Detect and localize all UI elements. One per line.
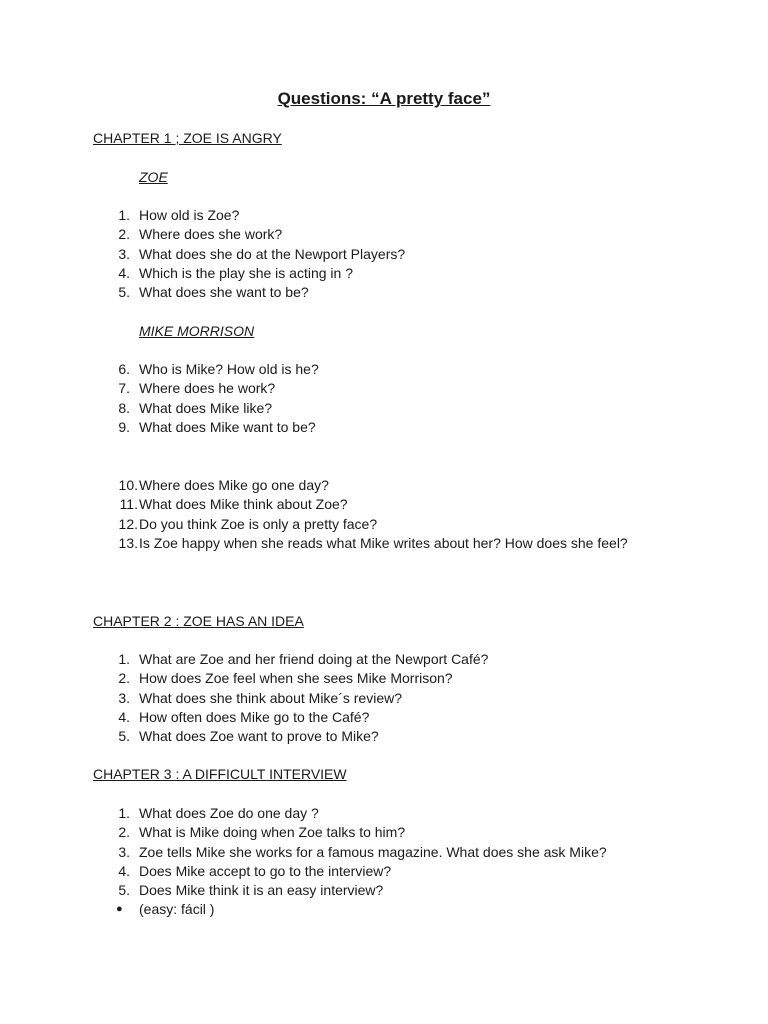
mike-question-list: [0, 360, 768, 437]
list-item: [0, 360, 768, 379]
list-item: [0, 534, 768, 573]
list-item: [0, 727, 768, 746]
question-number: 3.: [118, 245, 130, 262]
question-number: 11.: [119, 496, 138, 513]
list-item: [0, 379, 768, 398]
question-text: What does Zoe want to prove to Mike?: [139, 728, 379, 745]
question-number: 7.: [118, 380, 130, 397]
list-item: [0, 515, 768, 534]
question-text: Does Mike accept to go to the interview?: [139, 862, 392, 879]
question-text: Does Mike think it is an easy interview?: [139, 882, 384, 899]
question-number: 2.: [118, 824, 130, 841]
list-item: [0, 862, 768, 881]
question-text: Zoe tells Mike she works for a famous magazine. What does she ask Mike?: [139, 843, 607, 860]
question-text: What does Mike think about Zoe?: [139, 496, 348, 513]
question-number: 5.: [118, 728, 130, 745]
question-number: 6.: [118, 361, 130, 377]
question-text: Do you think Zoe is only a pretty face?: [139, 515, 378, 532]
question-number: 4.: [118, 264, 130, 281]
question-number: 3.: [118, 843, 130, 860]
chapter-3-heading: CHAPTER 3 : A DIFFICULT INTERVIEW: [93, 766, 347, 782]
chapter-1-heading: CHAPTER 1 ; ZOE IS ANGRY: [93, 130, 282, 146]
list-item: [0, 264, 768, 283]
list-item: [0, 708, 768, 727]
list-item: [0, 900, 768, 919]
list-item: [0, 476, 768, 495]
list-item: [0, 669, 768, 688]
question-number: 5.: [118, 882, 130, 899]
list-item: [0, 399, 768, 418]
list-item: [0, 689, 768, 708]
list-item: [0, 245, 768, 264]
question-number: 1.: [118, 805, 130, 821]
question-number: 1.: [118, 651, 130, 667]
general-question-list: [0, 476, 768, 572]
zoe-question-list: [0, 206, 768, 302]
question-number: 3.: [118, 689, 130, 706]
note-text: (easy: fácil ): [139, 901, 215, 918]
list-item: [0, 823, 768, 842]
list-item: [0, 206, 768, 225]
question-text: How old is Zoe?: [139, 207, 240, 223]
question-number: 9.: [118, 418, 130, 435]
question-number: 4.: [118, 708, 130, 725]
question-number: 10.: [118, 477, 138, 493]
question-text: What does she think about Mike´s review?: [139, 689, 403, 706]
list-item: [0, 843, 768, 862]
list-item: [0, 283, 768, 302]
bullet-icon: ●: [116, 903, 123, 916]
list-item: [0, 225, 768, 244]
question-text: Where does she work?: [139, 226, 283, 243]
chapter-2-question-list: [0, 650, 768, 746]
question-text: What is Mike doing when Zoe talks to him?: [139, 824, 406, 841]
question-number: 2.: [118, 226, 130, 243]
question-number: 1.: [118, 207, 130, 223]
mike-morrison-subheading: MIKE MORRISON: [139, 323, 255, 339]
list-item: [0, 650, 768, 669]
question-number: 13.: [118, 534, 138, 551]
question-text: What are Zoe and her friend doing at the Newport Café?: [139, 651, 489, 667]
question-text: Where does Mike go one day?: [139, 477, 329, 493]
question-number: 5.: [118, 284, 130, 301]
list-item: [0, 804, 768, 823]
question-number: 8.: [118, 399, 130, 416]
chapter-2-heading: CHAPTER 2 : ZOE HAS AN IDEA: [93, 613, 304, 629]
question-number: 4.: [118, 862, 130, 879]
question-number: 12.: [118, 515, 138, 532]
question-number: 2.: [118, 670, 130, 687]
list-item: [0, 881, 768, 900]
page-title: Questions: “A pretty face”: [277, 89, 491, 108]
question-text: Who is Mike? How old is he?: [139, 361, 319, 377]
question-text: What does she want to be?: [139, 284, 309, 301]
question-text: What does she do at the Newport Players?: [139, 245, 406, 262]
zoe-subheading: ZOE: [139, 169, 168, 185]
question-text: How often does Mike go to the Café?: [139, 708, 370, 725]
question-text: What does Mike like?: [139, 399, 273, 416]
question-text: Is Zoe happy when she reads what Mike writes about her? How does she feel?: [139, 534, 628, 551]
list-item: [0, 495, 768, 514]
question-text: Which is the play she is acting in ?: [139, 264, 353, 281]
chapter-3-question-list: [0, 804, 768, 920]
question-text: What does Mike want to be?: [139, 418, 316, 435]
question-text: What does Zoe do one day ?: [139, 805, 319, 821]
question-text: How does Zoe feel when she sees Mike Morrison?: [139, 670, 453, 687]
list-item: [0, 418, 768, 437]
question-text: Where does he work?: [139, 380, 276, 397]
